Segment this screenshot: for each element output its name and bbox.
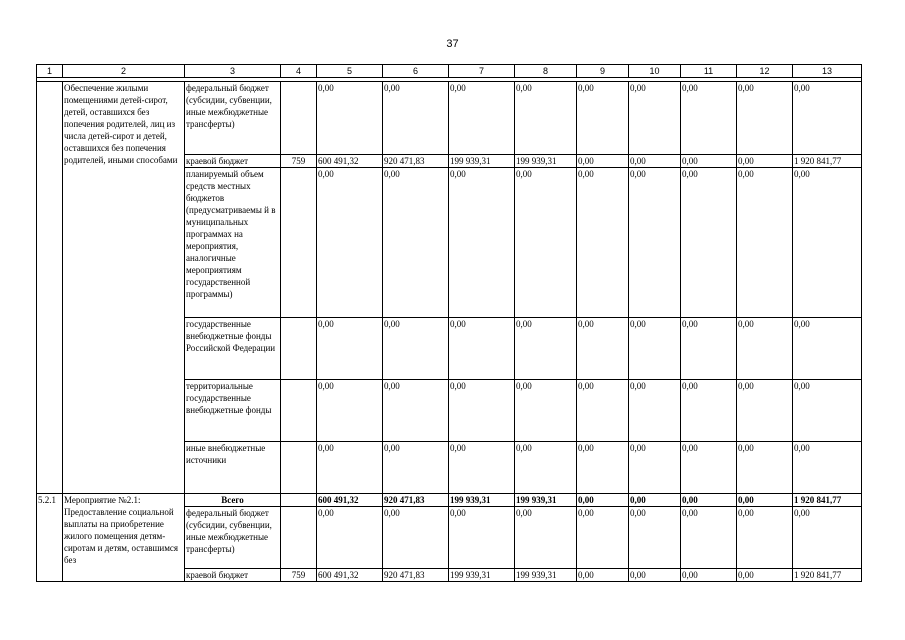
column-header: 3: [185, 65, 281, 78]
column-header: 13: [793, 65, 862, 78]
value-cell-v7: 199 939,31: [449, 155, 515, 168]
value-cell-v8: 199 939,31: [515, 494, 577, 507]
value-cell-v6: 0,00: [383, 82, 449, 155]
value-cell-v5: 0,00: [317, 82, 383, 155]
value-cell-v13: 1 920 841,77: [793, 569, 862, 582]
funding-source-cell: территориальные государственные внебюджетные фонды: [185, 380, 281, 442]
value-cell-v8: 0,00: [515, 507, 577, 569]
table-row: [37, 82, 862, 155]
value-cell-v8: 0,00: [515, 168, 577, 318]
value-cell-v11: 0,00: [681, 494, 737, 507]
value-cell-v9: 0,00: [577, 380, 629, 442]
value-cell-v12: 0,00: [737, 380, 793, 442]
column-header: 11: [681, 65, 737, 78]
value-cell-v6: 0,00: [383, 442, 449, 494]
funding-source-cell: Всего: [185, 494, 281, 507]
value-cell-v12: 0,00: [737, 168, 793, 318]
value-cell-v12: 0,00: [737, 155, 793, 168]
value-cell-v5: 0,00: [317, 507, 383, 569]
value-cell-v12: 0,00: [737, 82, 793, 155]
value-cell-v13: 1 920 841,77: [793, 155, 862, 168]
value-cell-v13: 1 920 841,77: [793, 494, 862, 507]
value-cell-v10: 0,00: [629, 318, 681, 380]
column-header: 12: [737, 65, 793, 78]
value-cell-v9: 0,00: [577, 155, 629, 168]
code-cell: [281, 507, 317, 569]
funding-source-cell: федеральный бюджет (субсидии, субвенции, иные межбюджетные трансферты): [185, 82, 281, 155]
funding-source-cell: государственные внебюджетные фонды Российской Федерации: [185, 318, 281, 380]
value-cell-v7: 0,00: [449, 442, 515, 494]
value-cell-v10: 0,00: [629, 507, 681, 569]
value-cell-v9: 0,00: [577, 82, 629, 155]
value-cell-v10: 0,00: [629, 494, 681, 507]
value-cell-v13: 0,00: [793, 168, 862, 318]
activity-name-cell: Мероприятие №2.1: Предоставление социальной выплаты на приобретение жилого помещения детям-сиротам и детям, оставшимся без: [63, 494, 185, 582]
value-cell-v9: 0,00: [577, 569, 629, 582]
value-cell-v7: 0,00: [449, 168, 515, 318]
value-cell-v11: 0,00: [681, 442, 737, 494]
table-row: [37, 494, 862, 507]
funding-source-cell: планируемый объем средств местных бюджетов (предусматриваемы й в муниципальных программах на мероприятия, аналогичные мероприятиям государственной программы): [185, 168, 281, 318]
value-cell-v12: 0,00: [737, 442, 793, 494]
code-cell: [281, 380, 317, 442]
value-cell-v8: 199 939,31: [515, 569, 577, 582]
value-cell-v6: 920 471,83: [383, 569, 449, 582]
value-cell-v11: 0,00: [681, 569, 737, 582]
value-cell-v9: 0,00: [577, 494, 629, 507]
value-cell-v6: 0,00: [383, 168, 449, 318]
value-cell-v12: 0,00: [737, 494, 793, 507]
value-cell-v7: 199 939,31: [449, 569, 515, 582]
value-cell-v13: 0,00: [793, 507, 862, 569]
value-cell-v5: 0,00: [317, 318, 383, 380]
funding-source-cell: краевой бюджет: [185, 155, 281, 168]
value-cell-v9: 0,00: [577, 442, 629, 494]
funding-source-cell: иные внебюджетные источники: [185, 442, 281, 494]
code-cell: [281, 442, 317, 494]
value-cell-v6: 920 471,83: [383, 494, 449, 507]
column-header: 8: [515, 65, 577, 78]
value-cell-v5: 0,00: [317, 380, 383, 442]
value-cell-v5: 600 491,32: [317, 494, 383, 507]
value-cell-v7: 0,00: [449, 318, 515, 380]
value-cell-v13: 0,00: [793, 318, 862, 380]
value-cell-v7: 0,00: [449, 82, 515, 155]
funding-source-cell: федеральный бюджет (субсидии, субвенции, иные межбюджетные трансферты): [185, 507, 281, 569]
value-cell-v6: 0,00: [383, 318, 449, 380]
row-number-cell: [37, 82, 63, 494]
value-cell-v8: 199 939,31: [515, 155, 577, 168]
budget-table: [36, 64, 862, 582]
value-cell-v8: 0,00: [515, 82, 577, 155]
value-cell-v8: 0,00: [515, 380, 577, 442]
value-cell-v6: 0,00: [383, 380, 449, 442]
value-cell-v12: 0,00: [737, 569, 793, 582]
value-cell-v11: 0,00: [681, 155, 737, 168]
code-cell: [281, 168, 317, 318]
code-cell: [281, 318, 317, 380]
value-cell-v13: 0,00: [793, 380, 862, 442]
value-cell-v10: 0,00: [629, 442, 681, 494]
value-cell-v8: 0,00: [515, 318, 577, 380]
value-cell-v11: 0,00: [681, 168, 737, 318]
value-cell-v9: 0,00: [577, 318, 629, 380]
activity-name-cell: Обеспечение жилыми помещениями детей-сирот, детей, оставшихся без попечения родителей, лиц из числа детей-сирот и детей, оставшихся без попечения родителей, иными способами: [63, 82, 185, 494]
column-header-row: [37, 65, 862, 78]
code-cell: [281, 82, 317, 155]
value-cell-v10: 0,00: [629, 569, 681, 582]
value-cell-v6: 0,00: [383, 507, 449, 569]
value-cell-v10: 0,00: [629, 82, 681, 155]
column-header: 6: [383, 65, 449, 78]
value-cell-v8: 0,00: [515, 442, 577, 494]
value-cell-v7: 0,00: [449, 507, 515, 569]
code-cell: 759: [281, 569, 317, 582]
value-cell-v13: 0,00: [793, 442, 862, 494]
column-header: 1: [37, 65, 63, 78]
value-cell-v9: 0,00: [577, 168, 629, 318]
row-number-cell: 5.2.1: [37, 494, 63, 582]
value-cell-v10: 0,00: [629, 168, 681, 318]
value-cell-v12: 0,00: [737, 507, 793, 569]
value-cell-v10: 0,00: [629, 155, 681, 168]
value-cell-v5: 600 491,32: [317, 569, 383, 582]
value-cell-v11: 0,00: [681, 380, 737, 442]
value-cell-v11: 0,00: [681, 507, 737, 569]
code-cell: 759: [281, 155, 317, 168]
column-header: 7: [449, 65, 515, 78]
value-cell-v12: 0,00: [737, 318, 793, 380]
value-cell-v5: 600 491,32: [317, 155, 383, 168]
value-cell-v6: 920 471,83: [383, 155, 449, 168]
value-cell-v5: 0,00: [317, 442, 383, 494]
value-cell-v10: 0,00: [629, 380, 681, 442]
column-header: 4: [281, 65, 317, 78]
value-cell-v7: 199 939,31: [449, 494, 515, 507]
page-number: 37: [446, 38, 459, 50]
column-header: 5: [317, 65, 383, 78]
value-cell-v13: 0,00: [793, 82, 862, 155]
column-header: 2: [63, 65, 185, 78]
table-body: [37, 65, 862, 582]
value-cell-v5: 0,00: [317, 168, 383, 318]
value-cell-v9: 0,00: [577, 507, 629, 569]
value-cell-v11: 0,00: [681, 318, 737, 380]
code-cell: [281, 494, 317, 507]
value-cell-v7: 0,00: [449, 380, 515, 442]
column-header: 9: [577, 65, 629, 78]
funding-source-cell: краевой бюджет: [185, 569, 281, 582]
column-header: 10: [629, 65, 681, 78]
value-cell-v11: 0,00: [681, 82, 737, 155]
